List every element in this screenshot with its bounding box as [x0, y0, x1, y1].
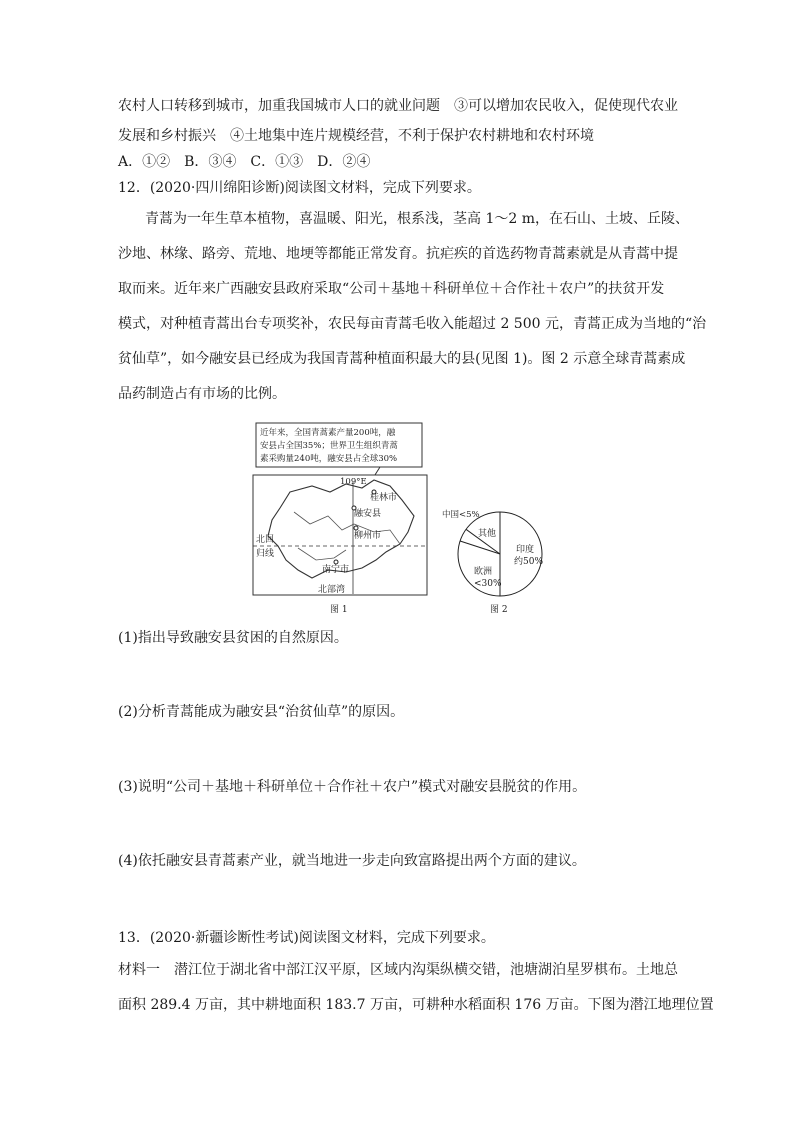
pie-label-other: 其他 — [478, 529, 497, 539]
paragraph-line: 材料一 潜江位于湖北省中部江汉平原，区域内沟渠纵横交错，池塘湖泊星罗棋布。土地总 — [118, 962, 678, 978]
beibu-label: 北部湾 — [318, 585, 346, 595]
guilin-label: 桂林市 — [370, 493, 398, 503]
pie-label-europe-value: <30% — [474, 579, 502, 589]
paragraph-line: 贫仙草”，如今融安县已经成为我国青蒿种植面积最大的县(见图 1)。图 2 示意全球青蒿素成 — [118, 351, 686, 367]
nanning-marker — [334, 560, 338, 564]
annotation-line: 近年来，全国青蒿素产量200吨，融 — [260, 428, 396, 438]
liuzhou-label: 柳州市 — [354, 531, 382, 541]
subquestion-1: (1)指出导致融安县贫困的自然原因。 — [118, 630, 348, 646]
pie-label-europe: 欧洲 — [474, 567, 493, 577]
figure-2-pie — [440, 500, 560, 620]
liuzhou-marker — [354, 526, 358, 530]
rongan-label: 融安县 — [354, 509, 382, 519]
tropic-label: 归线 — [256, 549, 275, 559]
annotation-line: 安县占全国35%；世界卫生组织青蒿 — [260, 441, 398, 451]
meridian-label: 109°E — [340, 477, 367, 487]
subquestion-2: (2)分析青蒿能成为融安县“治贫仙草”的原因。 — [118, 704, 405, 720]
figure-2-caption: 图 2 — [490, 605, 508, 615]
paragraph-line: 青蒿为一年生草本植物，喜温暖、阳光，根系浅，茎高 1～2 m，在石山、土坡、丘陵、 — [145, 211, 689, 227]
paragraph-line: 农村人口转移到城市，加重我国城市人口的就业问题 ③可以增加农民收入，促使现代农业 — [118, 98, 678, 114]
paragraph-line: 沙地、林缘、路旁、荒地、地埂等都能正常发育。抗疟疾的首选药物青蒿素就是从青蒿中提 — [118, 246, 678, 262]
paragraph-line: 品药制造占有市场的比例。 — [118, 386, 286, 402]
paragraph-line: 取而来。近年来广西融安县政府采取“公司＋基地＋科研单位＋合作社＋农户”的扶贫开发 — [118, 281, 665, 297]
subquestion-3: (3)说明“公司＋基地＋科研单位＋合作社＋农户”模式对融安县脱贫的作用。 — [118, 779, 587, 795]
tropic-label: 北回 — [256, 535, 275, 545]
question-12-header: 12．(2020·四川绵阳诊断)阅读图文材料，完成下列要求。 — [118, 180, 481, 196]
nanning-label: 南宁市 — [322, 565, 350, 575]
figure-1-map — [250, 420, 430, 620]
paragraph-line: 模式，对种植青蒿出台专项奖补，农民每亩青蒿毛收入能超过 2 500 元，青蒿正成为当地的“治 — [118, 316, 707, 332]
paragraph-line: 发展和乡村振兴 ④土地集中连片规模经营，不利于保护农村耕地和农村环境 — [118, 128, 594, 144]
pie-label-india-value: 约50% — [514, 557, 544, 567]
pie-label-china: 中国<5% — [442, 510, 480, 520]
subquestion-4: (4)依托融安县青蒿素产业，就当地进一步走向致富路提出两个方面的建议。 — [118, 853, 586, 869]
figure-1-caption: 图 1 — [330, 605, 348, 615]
answer-options: A．①② B．③④ C．①③ D．②④ — [118, 154, 371, 170]
paragraph-line: 面积 289.4 万亩，其中耕地面积 183.7 万亩，可耕种水稻面积 176 万亩。下图为潜江地理位置 — [118, 997, 714, 1013]
map-frame — [253, 475, 427, 595]
pie-label-india: 印度 — [516, 545, 535, 555]
question-13-header: 13．(2020·新疆诊断性考试)阅读图文材料，完成下列要求。 — [118, 930, 495, 946]
annotation-line: 素采购量240吨，融安县占全球30% — [260, 454, 398, 464]
